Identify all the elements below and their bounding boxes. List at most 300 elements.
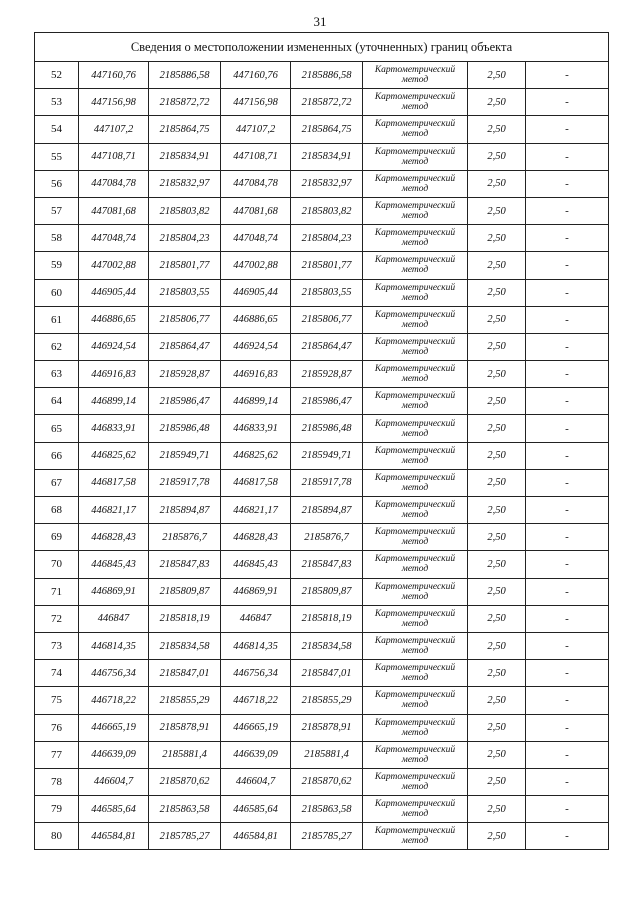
new-x-cell: 447081,68 (221, 197, 291, 224)
existing-y-cell: 2185855,29 (149, 687, 221, 714)
method-cell (363, 143, 468, 170)
existing-x-cell: 447084,78 (79, 170, 149, 197)
existing-y-cell: 2185949,71 (149, 442, 221, 469)
method-cell (363, 687, 468, 714)
method-line-1: Картометрический (374, 744, 456, 755)
table-row (35, 361, 609, 388)
point-number-cell: 66 (35, 442, 79, 469)
existing-y-cell: 2185986,47 (149, 388, 221, 415)
accuracy-cell: 2,50 (468, 62, 526, 89)
note-cell: - (526, 442, 609, 469)
new-x-cell: 446817,58 (221, 469, 291, 496)
note-cell: - (526, 116, 609, 143)
note-cell: - (526, 796, 609, 823)
new-y-cell: 2185801,77 (291, 252, 363, 279)
method-cell (363, 225, 468, 252)
point-number-cell: 54 (35, 116, 79, 143)
method-cell (363, 62, 468, 89)
table-body (35, 62, 609, 850)
method-line-2: метод (401, 618, 429, 629)
point-number-cell: 65 (35, 415, 79, 442)
method-line-1: Картометрический (374, 799, 456, 810)
point-number-cell: 80 (35, 823, 79, 850)
new-x-cell: 446604,7 (221, 768, 291, 795)
page-number: 31 (313, 14, 327, 29)
new-x-cell: 447108,71 (221, 143, 291, 170)
method-line-2: метод (401, 428, 429, 439)
existing-y-cell: 2185872,72 (149, 89, 221, 116)
existing-y-cell: 2185917,78 (149, 469, 221, 496)
accuracy-cell: 2,50 (468, 497, 526, 524)
method-line-2: метод (401, 482, 429, 493)
method-line-1: Картометрический (374, 554, 456, 565)
table-row (35, 252, 609, 279)
method-line-2: метод (401, 646, 429, 657)
existing-x-cell: 447156,98 (79, 89, 149, 116)
accuracy-cell: 2,50 (468, 660, 526, 687)
method-line-1: Картометрический (374, 663, 456, 674)
method-line-1: Картометрический (374, 255, 456, 266)
existing-y-cell: 2185876,7 (149, 524, 221, 551)
table-row (35, 796, 609, 823)
existing-x-cell: 446814,35 (79, 632, 149, 659)
method-line-2: метод (401, 564, 429, 575)
method-line-2: метод (401, 510, 429, 521)
new-x-cell: 446821,17 (221, 497, 291, 524)
existing-x-cell: 446916,83 (79, 361, 149, 388)
method-cell (363, 660, 468, 687)
new-y-cell: 2185834,91 (291, 143, 363, 170)
method-cell (363, 442, 468, 469)
existing-x-cell: 446584,81 (79, 823, 149, 850)
new-x-cell: 446845,43 (221, 551, 291, 578)
accuracy-cell: 2,50 (468, 551, 526, 578)
note-cell: - (526, 361, 609, 388)
note-cell: - (526, 388, 609, 415)
accuracy-cell: 2,50 (468, 89, 526, 116)
method-line-2: метод (401, 809, 429, 820)
point-number-cell: 75 (35, 687, 79, 714)
accuracy-cell: 2,50 (468, 306, 526, 333)
existing-y-cell: 2185847,83 (149, 551, 221, 578)
new-y-cell: 2185928,87 (291, 361, 363, 388)
point-number-cell: 52 (35, 62, 79, 89)
new-x-cell: 446665,19 (221, 714, 291, 741)
table-row (35, 524, 609, 551)
existing-x-cell: 447002,88 (79, 252, 149, 279)
point-number-cell: 58 (35, 225, 79, 252)
method-line-1: Картометрический (374, 92, 456, 103)
existing-x-cell: 447081,68 (79, 197, 149, 224)
new-x-cell: 446828,43 (221, 524, 291, 551)
existing-y-cell: 2185785,27 (149, 823, 221, 850)
accuracy-cell: 2,50 (468, 361, 526, 388)
method-line-1: Картометрический (374, 119, 456, 130)
new-y-cell: 2185986,48 (291, 415, 363, 442)
new-x-cell: 446916,83 (221, 361, 291, 388)
note-cell: - (526, 333, 609, 360)
table-row (35, 714, 609, 741)
method-line-2: метод (401, 673, 429, 684)
method-line-2: метод (401, 836, 429, 847)
accuracy-cell: 2,50 (468, 632, 526, 659)
new-y-cell: 2185809,87 (291, 578, 363, 605)
accuracy-cell: 2,50 (468, 333, 526, 360)
existing-x-cell: 446604,7 (79, 768, 149, 795)
method-cell (363, 497, 468, 524)
existing-y-cell: 2185818,19 (149, 605, 221, 632)
existing-x-cell: 446847 (79, 605, 149, 632)
method-line-1: Картометрический (374, 690, 456, 701)
note-cell: - (526, 632, 609, 659)
method-line-2: метод (401, 292, 429, 303)
existing-y-cell: 2185803,82 (149, 197, 221, 224)
method-cell (363, 551, 468, 578)
method-line-1: Картометрический (374, 608, 456, 619)
method-line-2: метод (401, 700, 429, 711)
method-line-2: метод (401, 319, 429, 330)
existing-x-cell: 446639,09 (79, 741, 149, 768)
table-row (35, 660, 609, 687)
method-line-1: Картометрический (374, 581, 456, 592)
accuracy-cell: 2,50 (468, 197, 526, 224)
new-y-cell: 2185803,82 (291, 197, 363, 224)
existing-x-cell: 446665,19 (79, 714, 149, 741)
new-x-cell: 446869,91 (221, 578, 291, 605)
method-cell (363, 714, 468, 741)
accuracy-cell: 2,50 (468, 143, 526, 170)
point-number-cell: 72 (35, 605, 79, 632)
point-number-cell: 79 (35, 796, 79, 823)
method-line-1: Картометрический (374, 309, 456, 320)
note-cell: - (526, 469, 609, 496)
note-cell: - (526, 714, 609, 741)
point-number-cell: 63 (35, 361, 79, 388)
method-line-1: Картометрический (374, 173, 456, 184)
new-x-cell: 446924,54 (221, 333, 291, 360)
table-row (35, 442, 609, 469)
table-row (35, 415, 609, 442)
point-number-cell: 73 (35, 632, 79, 659)
new-y-cell: 2185986,47 (291, 388, 363, 415)
existing-y-cell: 2185801,77 (149, 252, 221, 279)
method-line-1: Картометрический (374, 826, 456, 837)
new-y-cell: 2185864,75 (291, 116, 363, 143)
new-x-cell: 446814,35 (221, 632, 291, 659)
existing-y-cell: 2185847,01 (149, 660, 221, 687)
new-x-cell: 446585,64 (221, 796, 291, 823)
method-cell (363, 469, 468, 496)
method-cell (363, 415, 468, 442)
accuracy-cell: 2,50 (468, 768, 526, 795)
new-y-cell: 2185870,62 (291, 768, 363, 795)
existing-y-cell: 2185863,58 (149, 796, 221, 823)
method-cell (363, 279, 468, 306)
new-y-cell: 2185863,58 (291, 796, 363, 823)
point-number-cell: 69 (35, 524, 79, 551)
new-y-cell: 2185878,91 (291, 714, 363, 741)
existing-x-cell: 447048,74 (79, 225, 149, 252)
existing-x-cell: 447108,71 (79, 143, 149, 170)
new-y-cell: 2185832,97 (291, 170, 363, 197)
note-cell: - (526, 741, 609, 768)
table-row (35, 823, 609, 850)
existing-y-cell: 2185834,91 (149, 143, 221, 170)
existing-y-cell: 2185886,58 (149, 62, 221, 89)
accuracy-cell: 2,50 (468, 442, 526, 469)
method-line-2: метод (401, 781, 429, 792)
new-y-cell: 2185804,23 (291, 225, 363, 252)
note-cell: - (526, 279, 609, 306)
new-y-cell: 2185806,77 (291, 306, 363, 333)
note-cell: - (526, 551, 609, 578)
method-line-1: Картометрический (374, 65, 456, 76)
accuracy-cell: 2,50 (468, 687, 526, 714)
method-line-1: Картометрический (374, 146, 456, 157)
point-number-cell: 74 (35, 660, 79, 687)
point-number-cell: 71 (35, 578, 79, 605)
method-line-1: Картометрический (374, 282, 456, 293)
method-line-1: Картометрический (374, 364, 456, 375)
table-row (35, 170, 609, 197)
accuracy-cell: 2,50 (468, 388, 526, 415)
method-cell (363, 89, 468, 116)
new-y-cell: 2185872,72 (291, 89, 363, 116)
accuracy-cell: 2,50 (468, 225, 526, 252)
existing-x-cell: 446833,91 (79, 415, 149, 442)
method-line-2: метод (401, 75, 429, 86)
new-x-cell: 447084,78 (221, 170, 291, 197)
accuracy-cell: 2,50 (468, 252, 526, 279)
existing-y-cell: 2185803,55 (149, 279, 221, 306)
method-cell (363, 741, 468, 768)
existing-y-cell: 2185881,4 (149, 741, 221, 768)
method-cell (363, 361, 468, 388)
point-number-cell: 76 (35, 714, 79, 741)
method-line-2: метод (401, 156, 429, 167)
existing-y-cell: 2185928,87 (149, 361, 221, 388)
new-y-cell: 2185847,01 (291, 660, 363, 687)
table-row (35, 306, 609, 333)
new-x-cell: 447107,2 (221, 116, 291, 143)
method-cell (363, 388, 468, 415)
table-title: Сведения о местоположении измененных (уточненных) границ объекта (35, 33, 609, 62)
accuracy-cell: 2,50 (468, 741, 526, 768)
method-line-2: метод (401, 537, 429, 548)
method-line-1: Картометрический (374, 445, 456, 456)
existing-x-cell: 446905,44 (79, 279, 149, 306)
method-line-2: метод (401, 727, 429, 738)
accuracy-cell: 2,50 (468, 469, 526, 496)
new-y-cell: 2185876,7 (291, 524, 363, 551)
note-cell: - (526, 497, 609, 524)
method-line-1: Картометрический (374, 336, 456, 347)
new-x-cell: 446886,65 (221, 306, 291, 333)
method-line-1: Картометрический (374, 500, 456, 511)
note-cell: - (526, 768, 609, 795)
existing-x-cell: 446585,64 (79, 796, 149, 823)
new-x-cell: 447048,74 (221, 225, 291, 252)
existing-y-cell: 2185804,23 (149, 225, 221, 252)
note-cell: - (526, 660, 609, 687)
existing-x-cell: 446825,62 (79, 442, 149, 469)
new-x-cell: 447160,76 (221, 62, 291, 89)
note-cell: - (526, 143, 609, 170)
new-y-cell: 2185881,4 (291, 741, 363, 768)
point-number-cell: 70 (35, 551, 79, 578)
method-line-2: метод (401, 374, 429, 385)
method-line-2: метод (401, 591, 429, 602)
accuracy-cell: 2,50 (468, 524, 526, 551)
table-row (35, 225, 609, 252)
existing-y-cell: 2185986,48 (149, 415, 221, 442)
method-line-1: Картометрический (374, 636, 456, 647)
table-row (35, 333, 609, 360)
table-row (35, 197, 609, 224)
method-line-2: метод (401, 102, 429, 113)
new-y-cell: 2185949,71 (291, 442, 363, 469)
method-cell (363, 333, 468, 360)
existing-y-cell: 2185864,75 (149, 116, 221, 143)
point-number-cell: 67 (35, 469, 79, 496)
point-number-cell: 78 (35, 768, 79, 795)
method-line-1: Картометрический (374, 228, 456, 239)
method-line-2: метод (401, 129, 429, 140)
new-y-cell: 2185847,83 (291, 551, 363, 578)
existing-y-cell: 2185832,97 (149, 170, 221, 197)
method-line-1: Картометрический (374, 418, 456, 429)
new-y-cell: 2185855,29 (291, 687, 363, 714)
accuracy-cell: 2,50 (468, 796, 526, 823)
table-row (35, 89, 609, 116)
method-cell (363, 823, 468, 850)
existing-x-cell: 446899,14 (79, 388, 149, 415)
method-cell (363, 578, 468, 605)
accuracy-cell: 2,50 (468, 823, 526, 850)
method-cell (363, 524, 468, 551)
point-number-cell: 77 (35, 741, 79, 768)
note-cell: - (526, 170, 609, 197)
boundary-coordinates-table (34, 32, 609, 850)
point-number-cell: 61 (35, 306, 79, 333)
existing-x-cell: 446718,22 (79, 687, 149, 714)
new-x-cell: 446899,14 (221, 388, 291, 415)
method-line-2: метод (401, 455, 429, 466)
new-y-cell: 2185785,27 (291, 823, 363, 850)
table-row (35, 551, 609, 578)
existing-x-cell: 446756,34 (79, 660, 149, 687)
new-y-cell: 2185894,87 (291, 497, 363, 524)
existing-x-cell: 446869,91 (79, 578, 149, 605)
new-x-cell: 446639,09 (221, 741, 291, 768)
method-cell (363, 768, 468, 795)
method-line-1: Картометрический (374, 527, 456, 538)
table-row (35, 143, 609, 170)
table-row (35, 768, 609, 795)
note-cell: - (526, 605, 609, 632)
new-y-cell: 2185834,58 (291, 632, 363, 659)
new-y-cell: 2185917,78 (291, 469, 363, 496)
method-cell (363, 252, 468, 279)
accuracy-cell: 2,50 (468, 605, 526, 632)
accuracy-cell: 2,50 (468, 714, 526, 741)
method-line-1: Картометрический (374, 771, 456, 782)
note-cell: - (526, 306, 609, 333)
method-cell (363, 306, 468, 333)
method-cell (363, 116, 468, 143)
table-title-row (35, 33, 609, 62)
note-cell: - (526, 524, 609, 551)
new-x-cell: 446718,22 (221, 687, 291, 714)
existing-y-cell: 2185809,87 (149, 578, 221, 605)
existing-y-cell: 2185864,47 (149, 333, 221, 360)
new-x-cell: 446847 (221, 605, 291, 632)
existing-x-cell: 446924,54 (79, 333, 149, 360)
point-number-cell: 53 (35, 89, 79, 116)
existing-x-cell: 446817,58 (79, 469, 149, 496)
method-line-1: Картометрический (374, 717, 456, 728)
point-number-cell: 62 (35, 333, 79, 360)
new-x-cell: 446833,91 (221, 415, 291, 442)
new-y-cell: 2185818,19 (291, 605, 363, 632)
note-cell: - (526, 578, 609, 605)
new-y-cell: 2185864,47 (291, 333, 363, 360)
accuracy-cell: 2,50 (468, 116, 526, 143)
existing-x-cell: 446845,43 (79, 551, 149, 578)
table-row (35, 279, 609, 306)
point-number-cell: 56 (35, 170, 79, 197)
accuracy-cell: 2,50 (468, 578, 526, 605)
new-x-cell: 446825,62 (221, 442, 291, 469)
method-cell (363, 605, 468, 632)
method-line-2: метод (401, 346, 429, 357)
new-x-cell: 446584,81 (221, 823, 291, 850)
new-x-cell: 447002,88 (221, 252, 291, 279)
point-number-cell: 68 (35, 497, 79, 524)
table-row (35, 62, 609, 89)
point-number-cell: 55 (35, 143, 79, 170)
new-x-cell: 447156,98 (221, 89, 291, 116)
method-cell (363, 632, 468, 659)
method-line-2: метод (401, 265, 429, 276)
method-line-2: метод (401, 211, 429, 222)
method-cell (363, 796, 468, 823)
table-row (35, 741, 609, 768)
table-row (35, 116, 609, 143)
point-number-cell: 57 (35, 197, 79, 224)
point-number-cell: 59 (35, 252, 79, 279)
method-cell (363, 170, 468, 197)
new-y-cell: 2185803,55 (291, 279, 363, 306)
method-cell (363, 197, 468, 224)
point-number-cell: 64 (35, 388, 79, 415)
accuracy-cell: 2,50 (468, 279, 526, 306)
table-row (35, 687, 609, 714)
table-row (35, 578, 609, 605)
note-cell: - (526, 252, 609, 279)
table-row (35, 632, 609, 659)
existing-y-cell: 2185806,77 (149, 306, 221, 333)
note-cell: - (526, 62, 609, 89)
method-line-1: Картометрический (374, 201, 456, 212)
note-cell: - (526, 415, 609, 442)
accuracy-cell: 2,50 (468, 415, 526, 442)
note-cell: - (526, 89, 609, 116)
new-y-cell: 2185886,58 (291, 62, 363, 89)
method-line-1: Картометрический (374, 391, 456, 402)
note-cell: - (526, 197, 609, 224)
method-line-2: метод (401, 183, 429, 194)
